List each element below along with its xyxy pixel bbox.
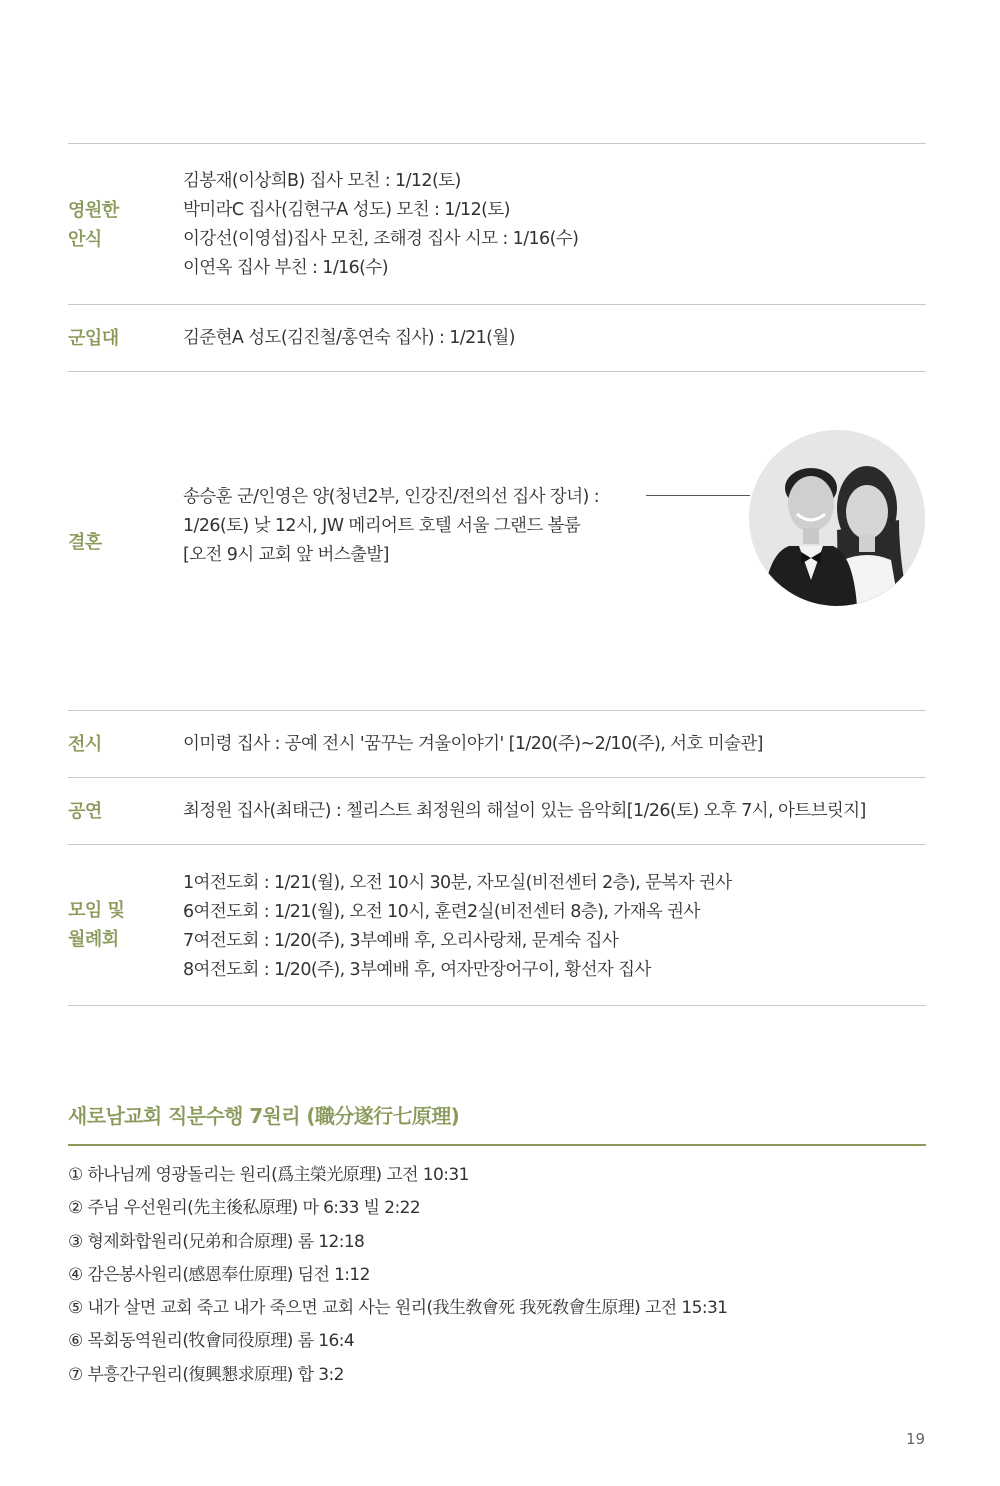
meetings-label-line: 모임 및 <box>68 900 125 921</box>
performance-list <box>183 797 866 826</box>
meetings-list <box>183 869 732 985</box>
condolence-label <box>68 196 119 254</box>
divider <box>68 143 926 144</box>
principle-item: ④ 감은봉사원리(感恩奉仕原理) 딤전 1:12 <box>68 1264 370 1285</box>
wedding-item: [오전 9시 교회 앞 버스출발] <box>183 545 389 565</box>
photo-connector-line <box>646 495 750 496</box>
divider <box>68 777 926 778</box>
military-item: 김준현A 성도(김진철/홍연숙 집사) : 1/21(월) <box>183 328 515 348</box>
divider <box>68 710 926 711</box>
meetings-item: 6여전도회 : 1/21(월), 오전 10시, 훈련2실(비전센터 8층), 가재옥 권사 <box>183 902 700 922</box>
principles-title: 새로남교회 직분수행 7원리 (職分遂行七原理) <box>68 1104 460 1128</box>
principle-item: ⑥ 목회동역원리(牧會同役原理) 롬 16:4 <box>68 1331 355 1352</box>
condolence-item: 이강선(이영섭)집사 모친, 조해경 집사 시모 : 1/16(수) <box>183 229 579 249</box>
condolence-item: 박미라C 집사(김현구A 성도) 모친 : 1/12(토) <box>183 200 510 220</box>
military-label: 군입대 <box>68 328 119 349</box>
meetings-label-line: 월례회 <box>68 929 119 950</box>
performance-item: 최정원 집사(최태근) : 첼리스트 최정원의 해설이 있는 음악회[1/26(토) 오후 7시, 아트브릿지] <box>183 801 866 821</box>
wedding-item: 1/26(토) 낮 12시, JW 메리어트 호텔 서울 그랜드 볼룸 <box>183 516 581 536</box>
principles-title-rule <box>68 1144 926 1146</box>
divider <box>68 844 926 845</box>
wedding-list <box>183 483 599 570</box>
military-list <box>183 324 515 353</box>
couple-photo <box>749 430 925 606</box>
wedding-label: 결혼 <box>68 532 102 553</box>
couple-photo-illustration <box>749 430 925 606</box>
exhibition-item: 이미령 집사 : 공예 전시 '꿈꾸는 겨울이야기' [1/20(주)~2/10(주), 서호 미술관] <box>183 734 763 754</box>
meetings-item: 8여전도회 : 1/20(주), 3부예배 후, 여자만장어구이, 황선자 집사 <box>183 960 651 980</box>
principle-item: ② 주님 우선원리(先主後私原理) 마 6:33 빌 2:22 <box>68 1198 421 1219</box>
meetings-item: 1여전도회 : 1/21(월), 오전 10시 30분, 자모실(비전센터 2층), 문복자 권사 <box>183 873 732 893</box>
meetings-label <box>68 896 124 954</box>
wedding-item: 송승훈 군/인영은 양(청년2부, 인강진/전의선 집사 장녀) : <box>183 487 600 507</box>
page-number: 19 <box>906 1430 926 1448</box>
exhibition-list <box>183 730 763 759</box>
principle-item: ① 하나님께 영광돌리는 원리(爲主榮光原理) 고전 10:31 <box>68 1165 469 1185</box>
principles-list <box>68 1159 727 1392</box>
principle-item: ⑦ 부흥간구원리(復興懇求原理) 합 3:2 <box>68 1364 344 1385</box>
condolence-item: 김봉재(이상희B) 집사 모친 : 1/12(토) <box>183 171 461 191</box>
condolence-item: 이연옥 집사 부친 : 1/16(수) <box>183 258 388 278</box>
divider <box>68 304 926 305</box>
condolence-list <box>183 167 578 283</box>
performance-label: 공연 <box>68 801 102 822</box>
divider <box>68 1005 926 1006</box>
principle-item: ⑤ 내가 살면 교회 죽고 내가 죽으면 교회 사는 원리(我生敎會死 我死敎會生原理) 고전 15:31 <box>68 1298 728 1319</box>
condolence-label-line: 영원한 <box>68 200 119 221</box>
principle-item: ③ 형제화합원리(兄弟和合原理) 롬 12:18 <box>68 1231 365 1252</box>
meetings-item: 7여전도회 : 1/20(주), 3부예배 후, 오리사랑채, 문계숙 집사 <box>183 931 619 951</box>
exhibition-label: 전시 <box>68 734 102 755</box>
condolence-label-line: 안식 <box>68 229 102 250</box>
divider <box>68 371 926 372</box>
